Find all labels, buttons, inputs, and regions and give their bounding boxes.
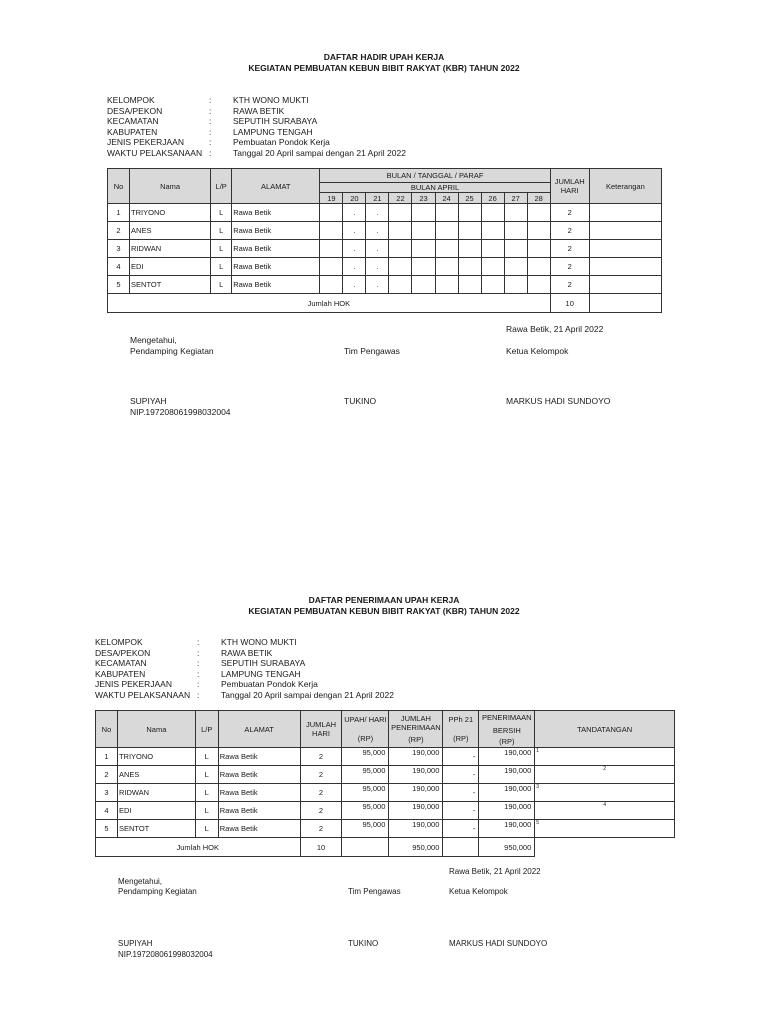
cell-bersih: 190,000 <box>479 820 535 838</box>
doc1-ketua: Ketua Kelompok <box>506 346 569 356</box>
cell-alamat: Rawa Betik <box>232 258 320 276</box>
cell-alamat: Rawa Betik <box>232 222 320 240</box>
cell-paraf: . <box>343 258 366 276</box>
header-jumlah-hari: JUMLAH HARI <box>300 711 342 748</box>
bersih-label-2: BERSIH <box>492 725 521 735</box>
header-nama: Nama <box>130 169 211 204</box>
doc2-info: KELOMPOK : KTH WONO MUKTI DESA/PEKON : RAWA BETIK KECAMATAN : SEPUTIH SURABAYA KABUPATEN : LAMPUNG TENGAH JENIS PEKERJAAN : Pembuatan Pondok Kerja WAKTU PELAKSANAAN : Tanggal 20 April sampai dengan 21 April 2022 <box>95 637 394 700</box>
info-label: KECAMATAN <box>95 658 147 669</box>
total-label: Jumlah HOK <box>96 838 301 857</box>
total-jumlah-penerimaan: 950,000 <box>389 838 443 857</box>
cell-hari: 2 <box>300 784 342 802</box>
cell-pph: - <box>443 820 479 838</box>
cell-upah: 95,000 <box>342 748 389 766</box>
cell-lp: L <box>211 222 232 240</box>
doc2-subtitle: KEGIATAN PEMBUATAN KEBUN BIBIT RAKYAT (KBR) TAHUN 2022 <box>248 606 520 616</box>
doc2-name-pengawas: TUKINO <box>348 939 379 948</box>
doc1-title: DAFTAR HADIR UPAH KERJA <box>323 52 445 62</box>
attendance-table <box>107 168 662 313</box>
info-label: DESA/PEKON <box>107 105 163 116</box>
sig-number-right: 2 <box>603 766 607 772</box>
cell-no: 3 <box>96 784 118 802</box>
doc1-tim-pengawas: Tim Pengawas <box>344 346 400 356</box>
doc1-name-ketua: MARKUS HADI SUNDOYO <box>506 396 611 406</box>
cell-jumlah-penerimaan: 190,000 <box>389 784 443 802</box>
info-label: DESA/PEKON <box>95 647 151 658</box>
cell-jumlah-penerimaan: 190,000 <box>389 802 443 820</box>
cell-no: 4 <box>96 802 118 820</box>
header-jumlah-penerimaan <box>389 711 443 748</box>
cell-pph: - <box>443 766 479 784</box>
info-label: KELOMPOK <box>95 637 143 647</box>
cell-tandatangan <box>535 766 675 784</box>
doc2-name-ketua: MARKUS HADI SUNDOYO <box>449 939 548 948</box>
doc2-ketua: Ketua Kelompok <box>449 887 508 896</box>
cell-bersih: 190,000 <box>479 766 535 784</box>
cell-paraf: . <box>366 240 389 258</box>
cell-no: 4 <box>108 258 130 276</box>
table-row <box>96 766 675 784</box>
cell-no: 1 <box>96 748 118 766</box>
header-jumlah-hari: JUMLAH HARI <box>550 169 589 204</box>
cell-alamat: Rawa Betik <box>218 766 300 784</box>
jpen-label: JUMLAH PENERIMAAN <box>391 714 441 732</box>
doc1-name-pendamping: SUPIYAH <box>130 396 167 406</box>
info-value: Tanggal 20 April sampai dengan 21 April 2022 <box>221 689 394 700</box>
cell-upah: 95,000 <box>342 802 389 820</box>
cell-tandatangan <box>535 784 675 802</box>
pph-unit: (RP) <box>453 734 469 743</box>
cell-jumlah-penerimaan: 190,000 <box>389 820 443 838</box>
cell-paraf: . <box>343 276 366 294</box>
cell-nama: SENTOT <box>117 820 195 838</box>
cell-upah: 95,000 <box>342 784 389 802</box>
doc2-title: DAFTAR PENERIMAAN UPAH KERJA <box>308 595 460 605</box>
doc2-mengetahui: Mengetahui, <box>118 877 163 886</box>
cell-alamat: Rawa Betik <box>218 784 300 802</box>
total-hari: 10 <box>300 838 342 857</box>
info-label: KELOMPOK <box>107 95 155 105</box>
cell-hari: 2 <box>300 766 342 784</box>
day-header: 26 <box>481 193 504 204</box>
info-value: RAWA BETIK <box>233 105 285 116</box>
upah-label: UPAH/ HARI <box>344 715 387 724</box>
info-value: KTH WONO MUKTI <box>221 637 297 647</box>
doc2-nip: NIP.197208061998032004 <box>118 950 213 959</box>
bersih-unit: (RP) <box>499 736 515 746</box>
cell-paraf: . <box>343 204 366 222</box>
day-header: 27 <box>504 193 527 204</box>
cell-nama: TRIYONO <box>130 204 211 222</box>
cell-pph: - <box>443 748 479 766</box>
cell-paraf: . <box>343 222 366 240</box>
table-row <box>108 240 662 258</box>
cell-alamat: Rawa Betik <box>218 820 300 838</box>
cell-no: 5 <box>96 820 118 838</box>
info-value: RAWA BETIK <box>221 647 273 658</box>
cell-lp: L <box>211 204 232 222</box>
table-row <box>108 276 662 294</box>
day-header: 19 <box>320 193 343 204</box>
sig-number-left: 5 <box>536 820 540 826</box>
cell-no: 5 <box>108 276 130 294</box>
cell-lp: L <box>211 240 232 258</box>
cell-alamat: Rawa Betik <box>218 748 300 766</box>
header-upah-hari <box>342 711 389 748</box>
header-pph21 <box>443 711 479 748</box>
info-value: LAMPUNG TENGAH <box>233 126 313 137</box>
cell-jumlah: 2 <box>550 222 589 240</box>
info-label: KABUPATEN <box>107 126 158 137</box>
cell-jumlah: 2 <box>550 240 589 258</box>
header-nama: Nama <box>117 711 195 748</box>
cell-tandatangan <box>535 820 675 838</box>
table-row <box>96 820 675 838</box>
info-label: KABUPATEN <box>95 668 146 679</box>
cell-paraf: . <box>366 222 389 240</box>
info-label: JENIS PEKERJAAN <box>107 137 184 148</box>
cell-lp: L <box>211 258 232 276</box>
cell-lp: L <box>195 784 218 802</box>
cell-alamat: Rawa Betik <box>232 204 320 222</box>
doc2-place-date: Rawa Betik, 21 April 2022 <box>449 867 541 876</box>
bersih-label-1: PENERIMAAN <box>482 712 532 722</box>
cell-lp: L <box>195 766 218 784</box>
header-penerimaan-bersih <box>479 711 535 748</box>
cell-nama: ANES <box>117 766 195 784</box>
cell-jumlah-penerimaan: 190,000 <box>389 766 443 784</box>
cell-hari: 2 <box>300 748 342 766</box>
doc1-pendamping: Pendamping Kegiatan <box>130 346 214 356</box>
table-row <box>108 222 662 240</box>
total-value: 10 <box>550 294 589 313</box>
day-header: 22 <box>389 193 412 204</box>
cell-no: 2 <box>96 766 118 784</box>
header-bulan: BULAN / TANGGAL / PARAF <box>320 169 550 183</box>
header-lp: L/P <box>211 169 232 204</box>
info-label: WAKTU PELAKSANAAN <box>107 147 203 158</box>
total-label: Jumlah HOK <box>108 294 551 313</box>
cell-jumlah-penerimaan: 190,000 <box>389 748 443 766</box>
cell-no: 3 <box>108 240 130 258</box>
cell-nama: SENTOT <box>130 276 211 294</box>
header-lp: L/P <box>195 711 218 748</box>
day-header: 21 <box>366 193 389 204</box>
payment-table <box>95 710 675 857</box>
day-header: 28 <box>527 193 550 204</box>
doc1-name-pengawas: TUKINO <box>344 396 377 406</box>
cell-nama: TRIYONO <box>117 748 195 766</box>
cell-paraf: . <box>343 240 366 258</box>
total-row <box>108 294 662 313</box>
info-value: Pembuatan Pondok Kerja <box>233 137 330 148</box>
cell-jumlah: 2 <box>550 258 589 276</box>
info-label: KECAMATAN <box>107 116 159 127</box>
cell-hari: 2 <box>300 802 342 820</box>
cell-nama: ANES <box>130 222 211 240</box>
cell-no: 2 <box>108 222 130 240</box>
cell-hari: 2 <box>300 820 342 838</box>
doc1-mengetahui: Mengetahui, <box>130 335 177 345</box>
cell-bersih: 190,000 <box>479 802 535 820</box>
cell-alamat: Rawa Betik <box>232 240 320 258</box>
day-header: 24 <box>435 193 458 204</box>
table-row <box>96 802 675 820</box>
info-value: LAMPUNG TENGAH <box>221 668 301 679</box>
info-value: SEPUTIH SURABAYA <box>233 116 318 127</box>
cell-jumlah: 2 <box>550 276 589 294</box>
sig-number-right: 4 <box>603 802 607 808</box>
cell-nama: EDI <box>117 802 195 820</box>
header-keterangan: Keterangan <box>589 169 661 204</box>
pph-label: PPh 21 <box>448 715 474 724</box>
header-no: No <box>96 711 118 748</box>
cell-lp: L <box>195 748 218 766</box>
jpen-unit: (RP) <box>408 735 424 744</box>
cell-upah: 95,000 <box>342 820 389 838</box>
sig-number-left: 3 <box>536 784 540 790</box>
table-row <box>96 748 675 766</box>
doc1-nip: NIP.197208061998032004 <box>130 407 231 417</box>
doc1-subtitle: KEGIATAN PEMBUATAN KEBUN BIBIT RAKYAT (KBR) TAHUN 2022 <box>248 63 520 73</box>
cell-paraf: . <box>366 258 389 276</box>
doc2-name-pendamping: SUPIYAH <box>118 939 153 948</box>
doc2-pendamping: Pendamping Kegiatan <box>118 887 197 896</box>
cell-nama: RIDWAN <box>130 240 211 258</box>
info-label: WAKTU PELAKSANAAN <box>95 689 191 700</box>
cell-bersih: 190,000 <box>479 748 535 766</box>
upah-unit: (RP) <box>357 734 374 743</box>
cell-nama: EDI <box>130 258 211 276</box>
header-bulan-april: BULAN APRIL <box>320 183 550 193</box>
total-row <box>96 838 675 857</box>
cell-tandatangan <box>535 802 675 820</box>
cell-lp: L <box>195 820 218 838</box>
sig-number-left: 1 <box>536 748 540 754</box>
cell-tandatangan <box>535 748 675 766</box>
cell-upah: 95,000 <box>342 766 389 784</box>
info-value: Pembuatan Pondok Kerja <box>221 679 318 690</box>
info-value: KTH WONO MUKTI <box>233 95 309 105</box>
cell-jumlah: 2 <box>550 204 589 222</box>
info-label: JENIS PEKERJAAN <box>95 679 172 690</box>
header-tandatangan: TANDATANGAN <box>535 711 675 748</box>
table-row <box>108 258 662 276</box>
info-value: SEPUTIH SURABAYA <box>221 658 306 669</box>
cell-bersih: 190,000 <box>479 784 535 802</box>
cell-nama: RIDWAN <box>117 784 195 802</box>
table-row <box>96 784 675 802</box>
header-alamat: ALAMAT <box>232 169 320 204</box>
cell-lp: L <box>211 276 232 294</box>
info-value: Tanggal 20 April sampai dengan 21 April 2022 <box>233 147 406 158</box>
cell-alamat: Rawa Betik <box>218 802 300 820</box>
table-row <box>108 204 662 222</box>
doc2-tim-pengawas: Tim Pengawas <box>348 887 401 896</box>
cell-no: 1 <box>108 204 130 222</box>
cell-paraf: . <box>366 276 389 294</box>
day-header: 25 <box>458 193 481 204</box>
header-alamat: ALAMAT <box>218 711 300 748</box>
cell-paraf: . <box>366 204 389 222</box>
total-bersih: 950,000 <box>479 838 535 857</box>
day-header: 20 <box>343 193 366 204</box>
cell-pph: - <box>443 784 479 802</box>
header-no: No <box>108 169 130 204</box>
cell-alamat: Rawa Betik <box>232 276 320 294</box>
cell-pph: - <box>443 802 479 820</box>
cell-lp: L <box>195 802 218 820</box>
doc1-info: KELOMPOK : KTH WONO MUKTI DESA/PEKON : RAWA BETIK KECAMATAN : SEPUTIH SURABAYA KABUPATEN : LAMPUNG TENGAH JENIS PEKERJAAN : Pembuatan Pondok Kerja WAKTU PELAKSANAAN : Tanggal 20 April sampai dengan 21 April 2022 <box>107 95 406 158</box>
doc1-place-date: Rawa Betik, 21 April 2022 <box>506 324 604 334</box>
day-header: 23 <box>412 193 435 204</box>
